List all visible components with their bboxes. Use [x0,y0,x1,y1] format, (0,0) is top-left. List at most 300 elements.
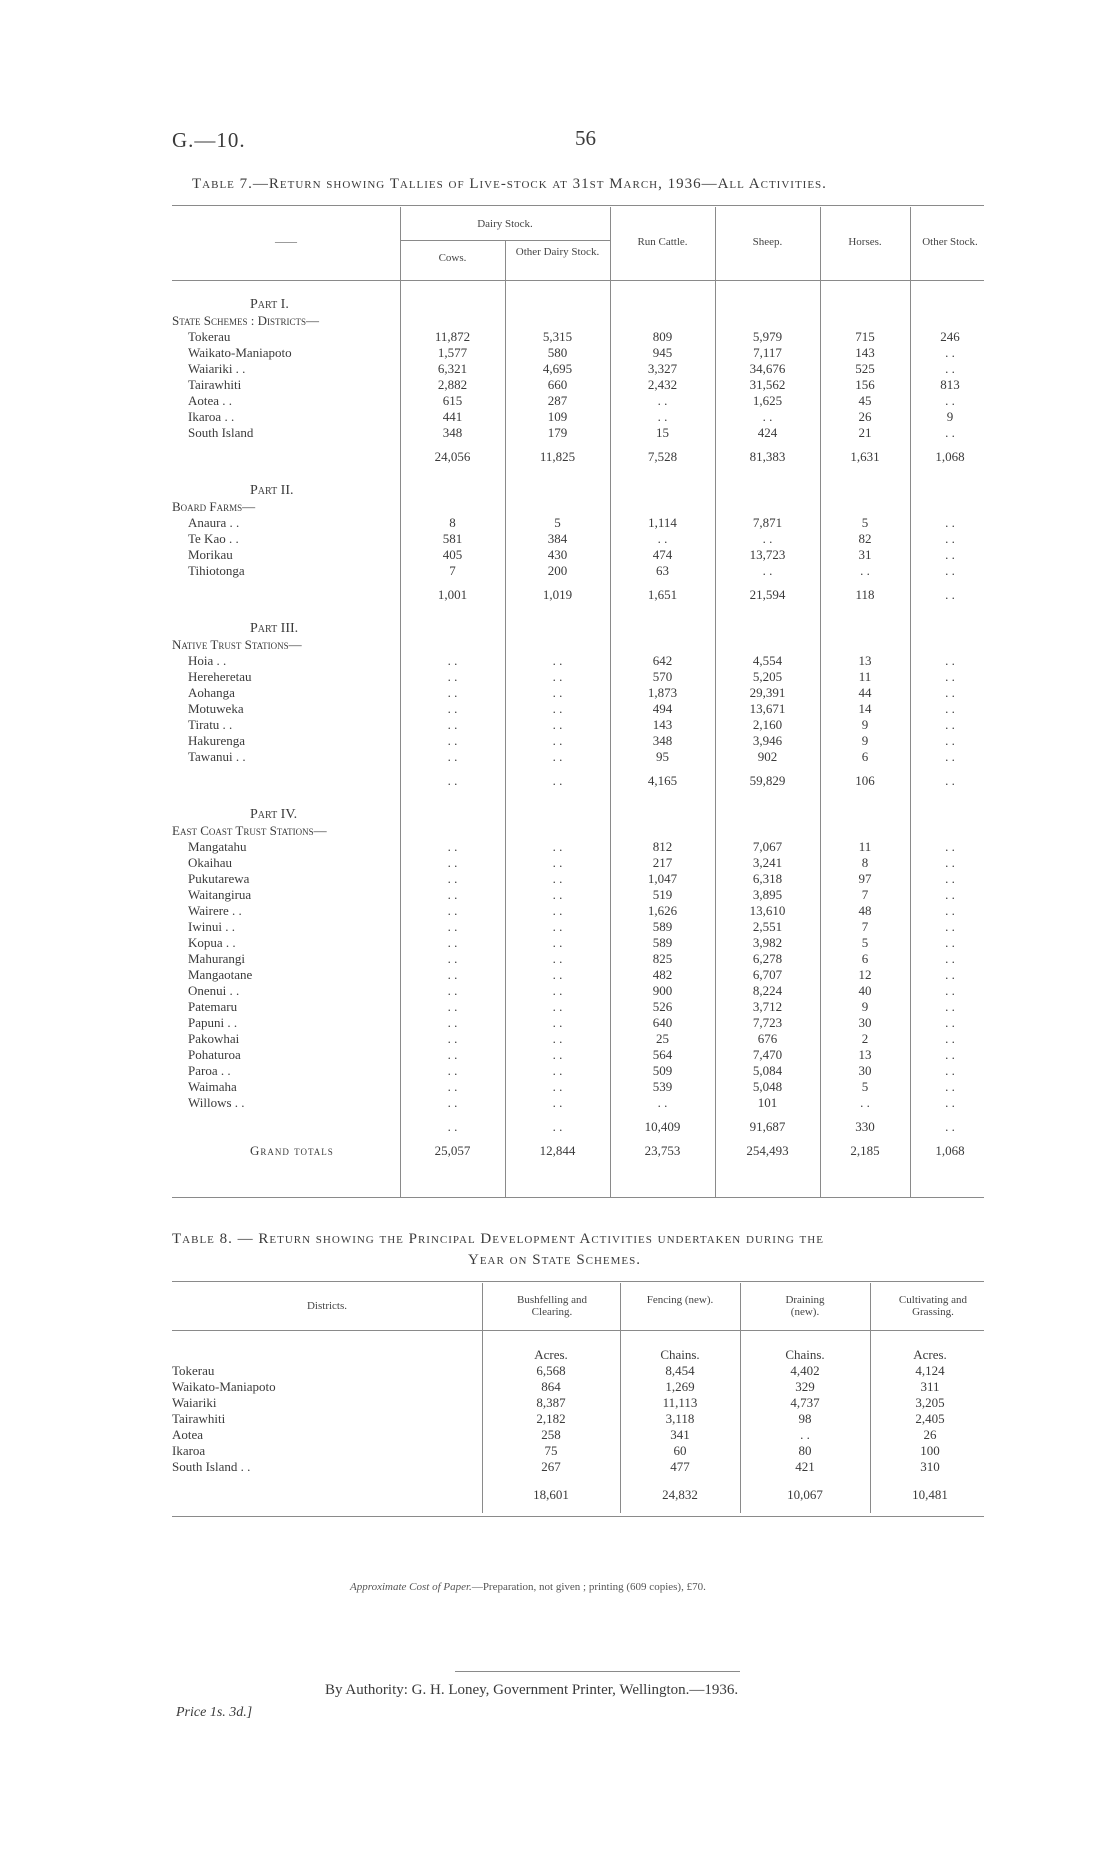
value-cell: 8,224 [752,983,783,998]
subtotal-cell: 59,829 [749,773,786,788]
value-cell: 474 [652,547,673,562]
value-cell: 7 [449,563,456,578]
value-cell: 7,067 [752,839,783,854]
value-cell: 11,113 [662,1395,698,1410]
section-heading: East Coast Trust Stations— [172,823,327,838]
section-heading-row [172,313,990,329]
table7-body [172,297,990,1159]
table7-title: Table 7.—Return showing Tallies of Live-stock at 31st March, 1936—All Activities. [192,176,827,192]
value-cell: 63 [656,563,669,578]
value-cell: 945 [652,345,673,360]
value-cell: . . [945,361,955,376]
subtotal-row [172,587,990,603]
total-cell: 18,601 [533,1487,569,1502]
value-cell: 589 [652,919,673,934]
value-cell: . . [552,919,563,934]
value-cell: 1,577 [437,345,468,360]
subtotal-label [172,449,400,465]
table-row [172,1015,990,1031]
value-cell: 15 [656,425,669,440]
value-cell: 12 [858,967,872,982]
value-cell: 60 [673,1443,687,1458]
subtotal-cell: . . [447,1119,458,1134]
row-name: Waitangirua [188,887,252,902]
district-name: South Island . . [172,1459,251,1474]
value-cell: 6,568 [536,1363,566,1378]
value-cell: . . [762,563,773,578]
table-row [172,393,990,409]
cost-note-title: Approximate Cost of Paper. [350,1581,472,1593]
section-heading-row [172,499,990,515]
table-row [172,733,990,749]
value-cell: 9 [861,733,869,748]
value-cell: . . [945,685,955,700]
table-row [172,329,990,345]
table-row [172,1047,990,1063]
value-cell: 246 [940,329,960,344]
table-row [172,409,990,425]
total-cell: 10,481 [912,1487,948,1502]
value-cell: 26 [858,409,872,424]
value-cell: 21 [858,425,872,440]
value-cell: 424 [757,425,778,440]
row-name: Tihiotonga [188,563,245,578]
row-label [172,425,400,441]
value-cell: . . [945,1063,955,1078]
value-cell: . . [447,1015,458,1030]
value-cell: . . [860,563,870,578]
price-note: Price 1s. 3d.] [176,1705,253,1720]
value-cell: 329 [795,1379,815,1394]
spacer-cell [172,465,990,483]
row-label [172,361,400,377]
value-cell: . . [552,951,563,966]
value-cell: 48 [858,903,872,918]
districts-header: Districts. [306,1300,348,1312]
value-cell: . . [945,1047,955,1062]
grand-total-cell: 1,068 [935,1143,965,1158]
cows-header: Cows. [438,252,467,264]
cost-note-text: —Preparation, not given ; printing (609 copies), £70. [471,1581,706,1593]
table-row [172,531,990,547]
subtotal-cell: 1,631 [850,449,880,464]
value-cell: 5,205 [752,669,783,684]
subtotal-cell: . . [552,773,563,788]
value-cell: 9 [861,717,869,732]
subtotal-cell: 106 [855,773,875,788]
value-cell: 179 [547,425,568,440]
value-cell: . . [552,855,563,870]
row-name: Paroa . . [188,1063,231,1078]
table-row [172,1095,990,1111]
value-cell: 13,723 [749,547,786,562]
row-name: Waikato-Maniapoto [188,345,292,360]
table-row [172,361,990,377]
subtotal-cell: 10,409 [644,1119,681,1134]
row-name: Pakowhai [188,1031,240,1046]
section-heading-row [172,823,990,839]
part-row [172,483,990,499]
units-row [172,1347,990,1363]
table8-top-rule [172,1281,984,1282]
value-cell: 4,737 [790,1395,820,1410]
table-row [172,1459,990,1475]
row-name: Papuni . . [188,1015,238,1030]
value-cell: 5,315 [542,329,573,344]
row-label [172,717,400,733]
value-cell: 45 [858,393,872,408]
value-cell: 98 [798,1411,812,1426]
spacer-cell [172,765,990,773]
row-label [172,733,400,749]
subtotal-cell: . . [945,1119,955,1134]
row-label [172,935,400,951]
value-cell: . . [945,951,955,966]
grand-totals-label: Grand totals [250,1143,334,1158]
spacer-row [172,579,990,587]
row-name: Aohanga [188,685,235,700]
grand-total-cell: 12,844 [539,1143,576,1158]
value-cell: 13,610 [749,903,786,918]
value-cell: 715 [855,329,875,344]
value-cell: . . [552,669,563,684]
value-cell: . . [552,749,563,764]
value-cell: 5,979 [752,329,783,344]
spacer-cell [172,1135,990,1143]
subtotal-row [172,1119,990,1135]
value-cell: 405 [442,547,463,562]
value-cell: 287 [547,393,568,408]
value-cell: . . [447,685,458,700]
value-cell: 311 [920,1379,940,1394]
table-row [172,1427,990,1443]
units-blank [172,1347,482,1363]
value-cell: 660 [547,377,568,392]
value-cell: 676 [757,1031,778,1046]
value-cell: 640 [652,1015,673,1030]
value-cell: . . [447,919,458,934]
row-name: Motuweka [188,701,244,716]
table7-header-rule [172,280,984,281]
row-label [172,983,400,999]
row-name: Aotea . . [188,393,233,408]
value-cell: 3,712 [752,999,783,1014]
value-cell: 7,723 [752,1015,783,1030]
row-label [172,547,400,563]
value-cell: 1,114 [648,515,677,530]
value-cell: 570 [652,669,673,684]
row-label [172,903,400,919]
value-cell: . . [945,531,955,546]
value-cell: 11 [858,669,872,684]
value-cell: 30 [858,1063,872,1078]
row-name: Hoia . . [188,653,227,668]
spacer-cell [172,441,990,449]
value-cell: . . [945,749,955,764]
grand-totals-row [172,1143,990,1159]
value-cell: . . [552,701,563,716]
value-cell: . . [447,887,458,902]
row-name: Kopua . . [188,935,236,950]
value-cell: 341 [670,1427,690,1442]
row-name: Morikau [188,547,233,562]
row-name: Mahurangi [188,951,246,966]
value-cell: 564 [652,1047,673,1062]
run-cattle-header: Run Cattle. [637,236,688,248]
value-cell: . . [945,903,955,918]
value-cell: 581 [442,531,463,546]
table7-top-rule [172,205,984,206]
value-cell: 384 [547,531,568,546]
spacer-row [172,1475,990,1487]
value-cell: . . [447,1079,458,1094]
grand-total-cell: 2,185 [850,1143,880,1158]
subtotal-cell: 81,383 [749,449,786,464]
table-row [172,887,990,903]
spacer-cell [172,1475,990,1487]
value-cell: 156 [855,377,875,392]
subtotal-cell: 1,651 [647,587,678,602]
value-cell: . . [447,839,458,854]
row-label [172,871,400,887]
table7-bottom-rule [172,1197,984,1198]
subtotal-cell: 21,594 [749,587,786,602]
subtotal-cell: 330 [855,1119,875,1134]
value-cell: . . [447,983,458,998]
subtotal-cell: 4,165 [647,773,678,788]
value-cell: . . [447,903,458,918]
row-label [172,1063,400,1079]
value-cell: . . [945,653,955,668]
value-cell: 97 [858,871,872,886]
value-cell: 809 [652,329,673,344]
table-row [172,749,990,765]
value-cell: . . [552,887,563,902]
value-cell: 580 [547,345,568,360]
value-cell: . . [552,1095,563,1110]
table8-title-line1: Table 8. — Return showing the Principal Development Activities undertaken during the [172,1231,824,1247]
spacer-cell [172,789,990,807]
value-cell: 3,205 [915,1395,945,1410]
value-cell: 143 [652,717,673,732]
table8-header-rule [172,1330,984,1331]
unit-label: Chains. [785,1347,825,1362]
value-cell: 519 [652,887,673,902]
subtotal-cell: 118 [855,587,875,602]
row-label [172,563,400,579]
value-cell: 101 [757,1095,778,1110]
total-row [172,1487,990,1503]
spacer-row [172,441,990,449]
value-cell: 7,117 [753,345,782,360]
row-name: Tawanui . . [188,749,246,764]
value-cell: 441 [442,409,463,424]
table-row [172,983,990,999]
table-row [172,345,990,361]
value-cell: . . [800,1427,810,1442]
grand-total-cell: 254,493 [746,1143,789,1158]
value-cell: . . [945,733,955,748]
value-cell: 539 [652,1079,673,1094]
value-cell: 5,084 [752,1063,783,1078]
value-cell: 3,982 [752,935,783,950]
value-cell: . . [945,547,955,562]
value-cell: 4,402 [790,1363,820,1378]
value-cell: 1,047 [647,871,678,886]
authority-rule [455,1671,740,1672]
subtotal-row [172,449,990,465]
value-cell: 3,895 [752,887,783,902]
document-reference: G.—10. [172,128,246,152]
value-cell: . . [552,871,563,886]
bushfelling-header: Bushfelling and Clearing. [517,1294,587,1318]
part-label: Part II. [250,483,294,498]
value-cell: 509 [652,1063,673,1078]
table-row [172,903,990,919]
other-stock-header: Other Stock. [922,236,978,248]
value-cell: 8 [449,515,456,530]
value-cell: 9 [861,999,869,1014]
table-row [172,999,990,1015]
value-cell: . . [945,1015,955,1030]
row-name: Tairawhiti [188,377,242,392]
table-row [172,1379,990,1395]
row-name: Anaura . . [188,515,240,530]
value-cell: 40 [858,983,872,998]
row-label [172,1079,400,1095]
subtotal-cell: 1,001 [437,587,468,602]
part-label: Part I. [250,297,289,312]
value-cell: . . [945,871,955,886]
value-cell: 5 [861,935,869,950]
value-cell: 1,625 [752,393,783,408]
row-label [172,1031,400,1047]
value-cell: . . [945,345,955,360]
subtotal-cell: 11,825 [539,449,576,464]
value-cell: 430 [547,547,568,562]
table8-bottom-rule [172,1516,984,1517]
district-name: Aotea [172,1427,204,1442]
total-label [172,1487,482,1503]
value-cell: 109 [547,409,568,424]
row-name: Mangatahu [188,839,247,854]
unit-label: Chains. [660,1347,700,1362]
value-cell: 258 [541,1427,561,1442]
row-label [172,999,400,1015]
value-cell: 5 [861,1079,869,1094]
table-row [172,701,990,717]
value-cell: . . [945,999,955,1014]
value-cell: 2,182 [536,1411,566,1426]
part-label: Part IV. [250,807,298,822]
value-cell: . . [447,999,458,1014]
row-name: Tokerau [188,329,231,344]
row-label [172,685,400,701]
value-cell: 813 [940,377,960,392]
section-heading: Board Farms— [172,499,256,514]
value-cell: 6 [861,749,869,764]
value-cell: 4,554 [752,653,783,668]
value-cell: 2 [861,1031,869,1046]
value-cell: . . [945,701,955,716]
grand-total-cell: 25,057 [434,1143,471,1158]
district-name: Waiariki [172,1395,217,1410]
table8-title-line2: Year on State Schemes. [468,1252,642,1268]
value-cell: 2,432 [647,377,678,392]
value-cell: 2,405 [915,1411,945,1426]
value-cell: 348 [652,733,673,748]
value-cell: . . [552,935,563,950]
row-label [172,329,400,345]
value-cell: 13 [858,1047,872,1062]
value-cell: . . [945,425,955,440]
value-cell: 8,454 [665,1363,695,1378]
horses-header: Horses. [848,236,882,248]
sheep-header: Sheep. [752,236,783,248]
subtotal-cell: 1,068 [935,449,965,464]
district-name: Tairawhiti [172,1411,226,1426]
value-cell: . . [762,409,773,424]
table-row [172,547,990,563]
value-cell: 864 [541,1379,561,1394]
value-cell: . . [860,1095,870,1110]
fencing-header: Fencing (new). [646,1294,714,1306]
value-cell: 477 [670,1459,690,1474]
table-row [172,515,990,531]
total-cell: 10,067 [787,1487,823,1502]
value-cell: 31 [858,547,872,562]
value-cell: 525 [855,361,875,376]
value-cell: 267 [541,1459,561,1474]
row-name: Iwinui . . [188,919,235,934]
total-cell: 24,832 [662,1487,698,1502]
value-cell: 44 [858,685,872,700]
row-label [172,839,400,855]
value-cell: 310 [920,1459,940,1474]
value-cell: . . [945,1079,955,1094]
spacer-row [172,465,990,483]
row-name: Pukutarewa [188,871,250,886]
table-row [172,919,990,935]
value-cell: . . [945,1095,955,1110]
value-cell: . . [447,733,458,748]
subtotal-cell: 24,056 [434,449,471,464]
draining-header: Draining (new). [785,1294,825,1318]
row-name: Wairere . . [188,903,242,918]
value-cell: 4,695 [542,361,573,376]
value-cell: 143 [855,345,875,360]
table-row [172,855,990,871]
value-cell: . . [552,1047,563,1062]
row-label [172,653,400,669]
value-cell: . . [447,967,458,982]
table-row [172,1395,990,1411]
row-label [172,515,400,531]
section-heading-row [172,637,990,653]
subtotal-cell: . . [945,773,955,788]
value-cell: 5,048 [752,1079,783,1094]
value-cell: . . [945,935,955,950]
row-name: Ikaroa . . [188,409,235,424]
row-label [172,345,400,361]
value-cell: . . [945,669,955,684]
value-cell: . . [552,999,563,1014]
row-label [172,1095,400,1111]
value-cell: 200 [547,563,568,578]
value-cell: 5 [861,515,869,530]
table-row [172,1031,990,1047]
table8-body [172,1347,990,1503]
